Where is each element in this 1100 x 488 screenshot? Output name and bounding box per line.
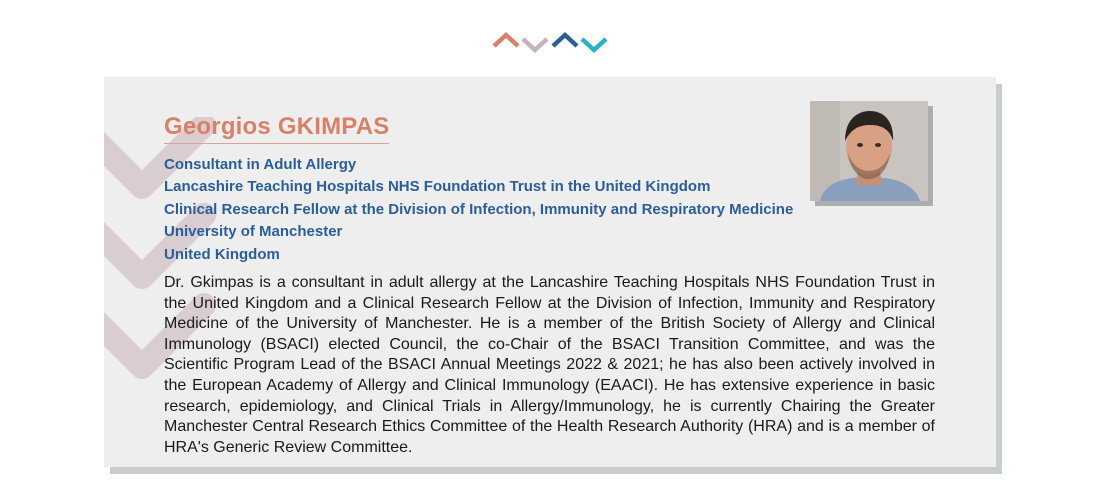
- person-portrait-icon: [810, 101, 928, 201]
- chevron-up-icon: [494, 35, 518, 46]
- speaker-bio: Dr. Gkimpas is a consultant in adult allergy at the Lancashire Teaching Hospitals NHS Foundation Trust in the United Kingdom and a Clinical Research Fellow at the Division of Infection, Immunity and Respiratory Medicine of the University of Manchester. He is a member of the British Society of Allergy and Clinical Immunology (BSACI) elected Council, the co-Chair of the BSACI Transition Committee, and was the Scientific Program Lead of the BSACI Annual Meetings 2022 & 2021; he has also been actively involved in the European Academy of Allergy and Clinical Immunology (EAACI). He has extensive experience in basic research, epidemiology, and Clinical Trials in Allergy/Immunology, he is currently Chairing the Greater Manchester Central Research Ethics Committee of the Health Research Authority (HRA) and is a member of HRA's Generic Review Committee.: [164, 274, 935, 456]
- speaker-name: Georgios GKIMPAS: [164, 113, 389, 144]
- chevron-down-icon: [582, 39, 606, 50]
- affiliation-item: Lancashire Teaching Hospitals NHS Foundation Trust in the United Kingdom: [164, 178, 711, 196]
- chevron-down-icon: [523, 39, 547, 50]
- chevron-pattern-icon: [492, 30, 610, 56]
- affiliation-item: Clinical Research Fellow at the Division of Infection, Immunity and Respiratory Medicine: [164, 200, 794, 218]
- speaker-photo: [810, 101, 928, 201]
- affiliation-item: United Kingdom: [164, 245, 280, 263]
- affiliation-list: [164, 154, 793, 266]
- chevron-up-icon: [553, 35, 577, 46]
- affiliation-item: Consultant in Adult Allergy: [164, 156, 357, 173]
- affiliation-item: University of Manchester: [164, 223, 343, 241]
